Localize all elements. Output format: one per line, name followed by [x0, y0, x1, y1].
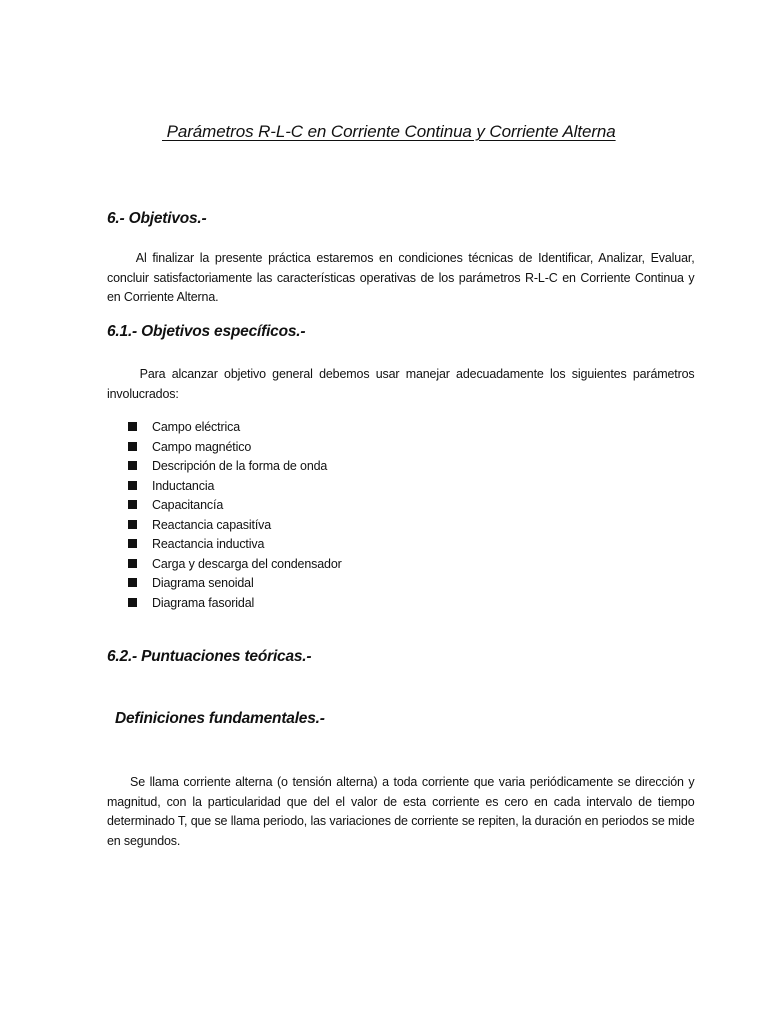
section-heading-objetivos-especificos: 6.1.- Objetivos específicos.- [107, 323, 306, 340]
list-item: Capacitancía [128, 495, 350, 515]
definiciones-paragraph [107, 772, 695, 850]
section-heading-puntuaciones-teoricas: 6.2.- Puntuaciones teóricas.- [107, 648, 312, 665]
objetivos-paragraph-text: Al finalizar la presente práctica estaremos en condiciones técnicas de Identificar, Analizar, Evaluar, concluir satisfactoriamente las características operativas de los parámetros R-L-C en Corriente Continua y en Corriente Alterna. [107, 250, 695, 304]
square-bullet-icon [128, 559, 137, 568]
objetivos-paragraph [107, 248, 695, 307]
list-item: Campo eléctrica [128, 417, 350, 437]
list-item: Diagrama senoidal [128, 573, 350, 593]
subheading-definiciones-fundamentales: Definiciones fundamentales.- [115, 710, 325, 727]
square-bullet-icon [128, 461, 137, 470]
objetivos-especificos-paragraph-text: Para alcanzar objetivo general debemos usar manejar adecuadamente los siguientes parámetros involucrados: [107, 366, 695, 401]
list-item: Inductancia [128, 476, 350, 496]
square-bullet-icon [128, 598, 137, 607]
section-heading-objetivos: 6.- Objetivos.- [107, 210, 207, 227]
list-item: Reactancia capasitíva [128, 515, 350, 535]
square-bullet-icon [128, 520, 137, 529]
list-item: Campo magnético [128, 437, 350, 457]
square-bullet-icon [128, 481, 137, 490]
list-item: Diagrama fasoridal [128, 593, 350, 613]
document-title: Parámetros R-L-C en Corriente Continua y Corriente Alterna [162, 122, 616, 141]
square-bullet-icon [128, 539, 137, 548]
square-bullet-icon [128, 442, 137, 451]
square-bullet-icon [128, 422, 137, 431]
list-item: Carga y descarga del condensador [128, 554, 350, 574]
definiciones-paragraph-text: Se llama corriente alterna (o tensión alterna) a toda corriente que varia periódicamente se dirección y magnitud, con la particularidad que del el valor de esta corriente es cero en cada intervalo de tiempo determinado T, que se llama periodo, las variaciones de corriente se repiten, la duración en periodos se mide en segundos. [107, 774, 695, 848]
parameters-list [128, 417, 350, 612]
square-bullet-icon [128, 578, 137, 587]
square-bullet-icon [128, 500, 137, 509]
objetivos-especificos-paragraph [107, 364, 695, 403]
list-item: Descripción de la forma de onda [128, 456, 350, 476]
list-item: Reactancia inductiva [128, 534, 350, 554]
